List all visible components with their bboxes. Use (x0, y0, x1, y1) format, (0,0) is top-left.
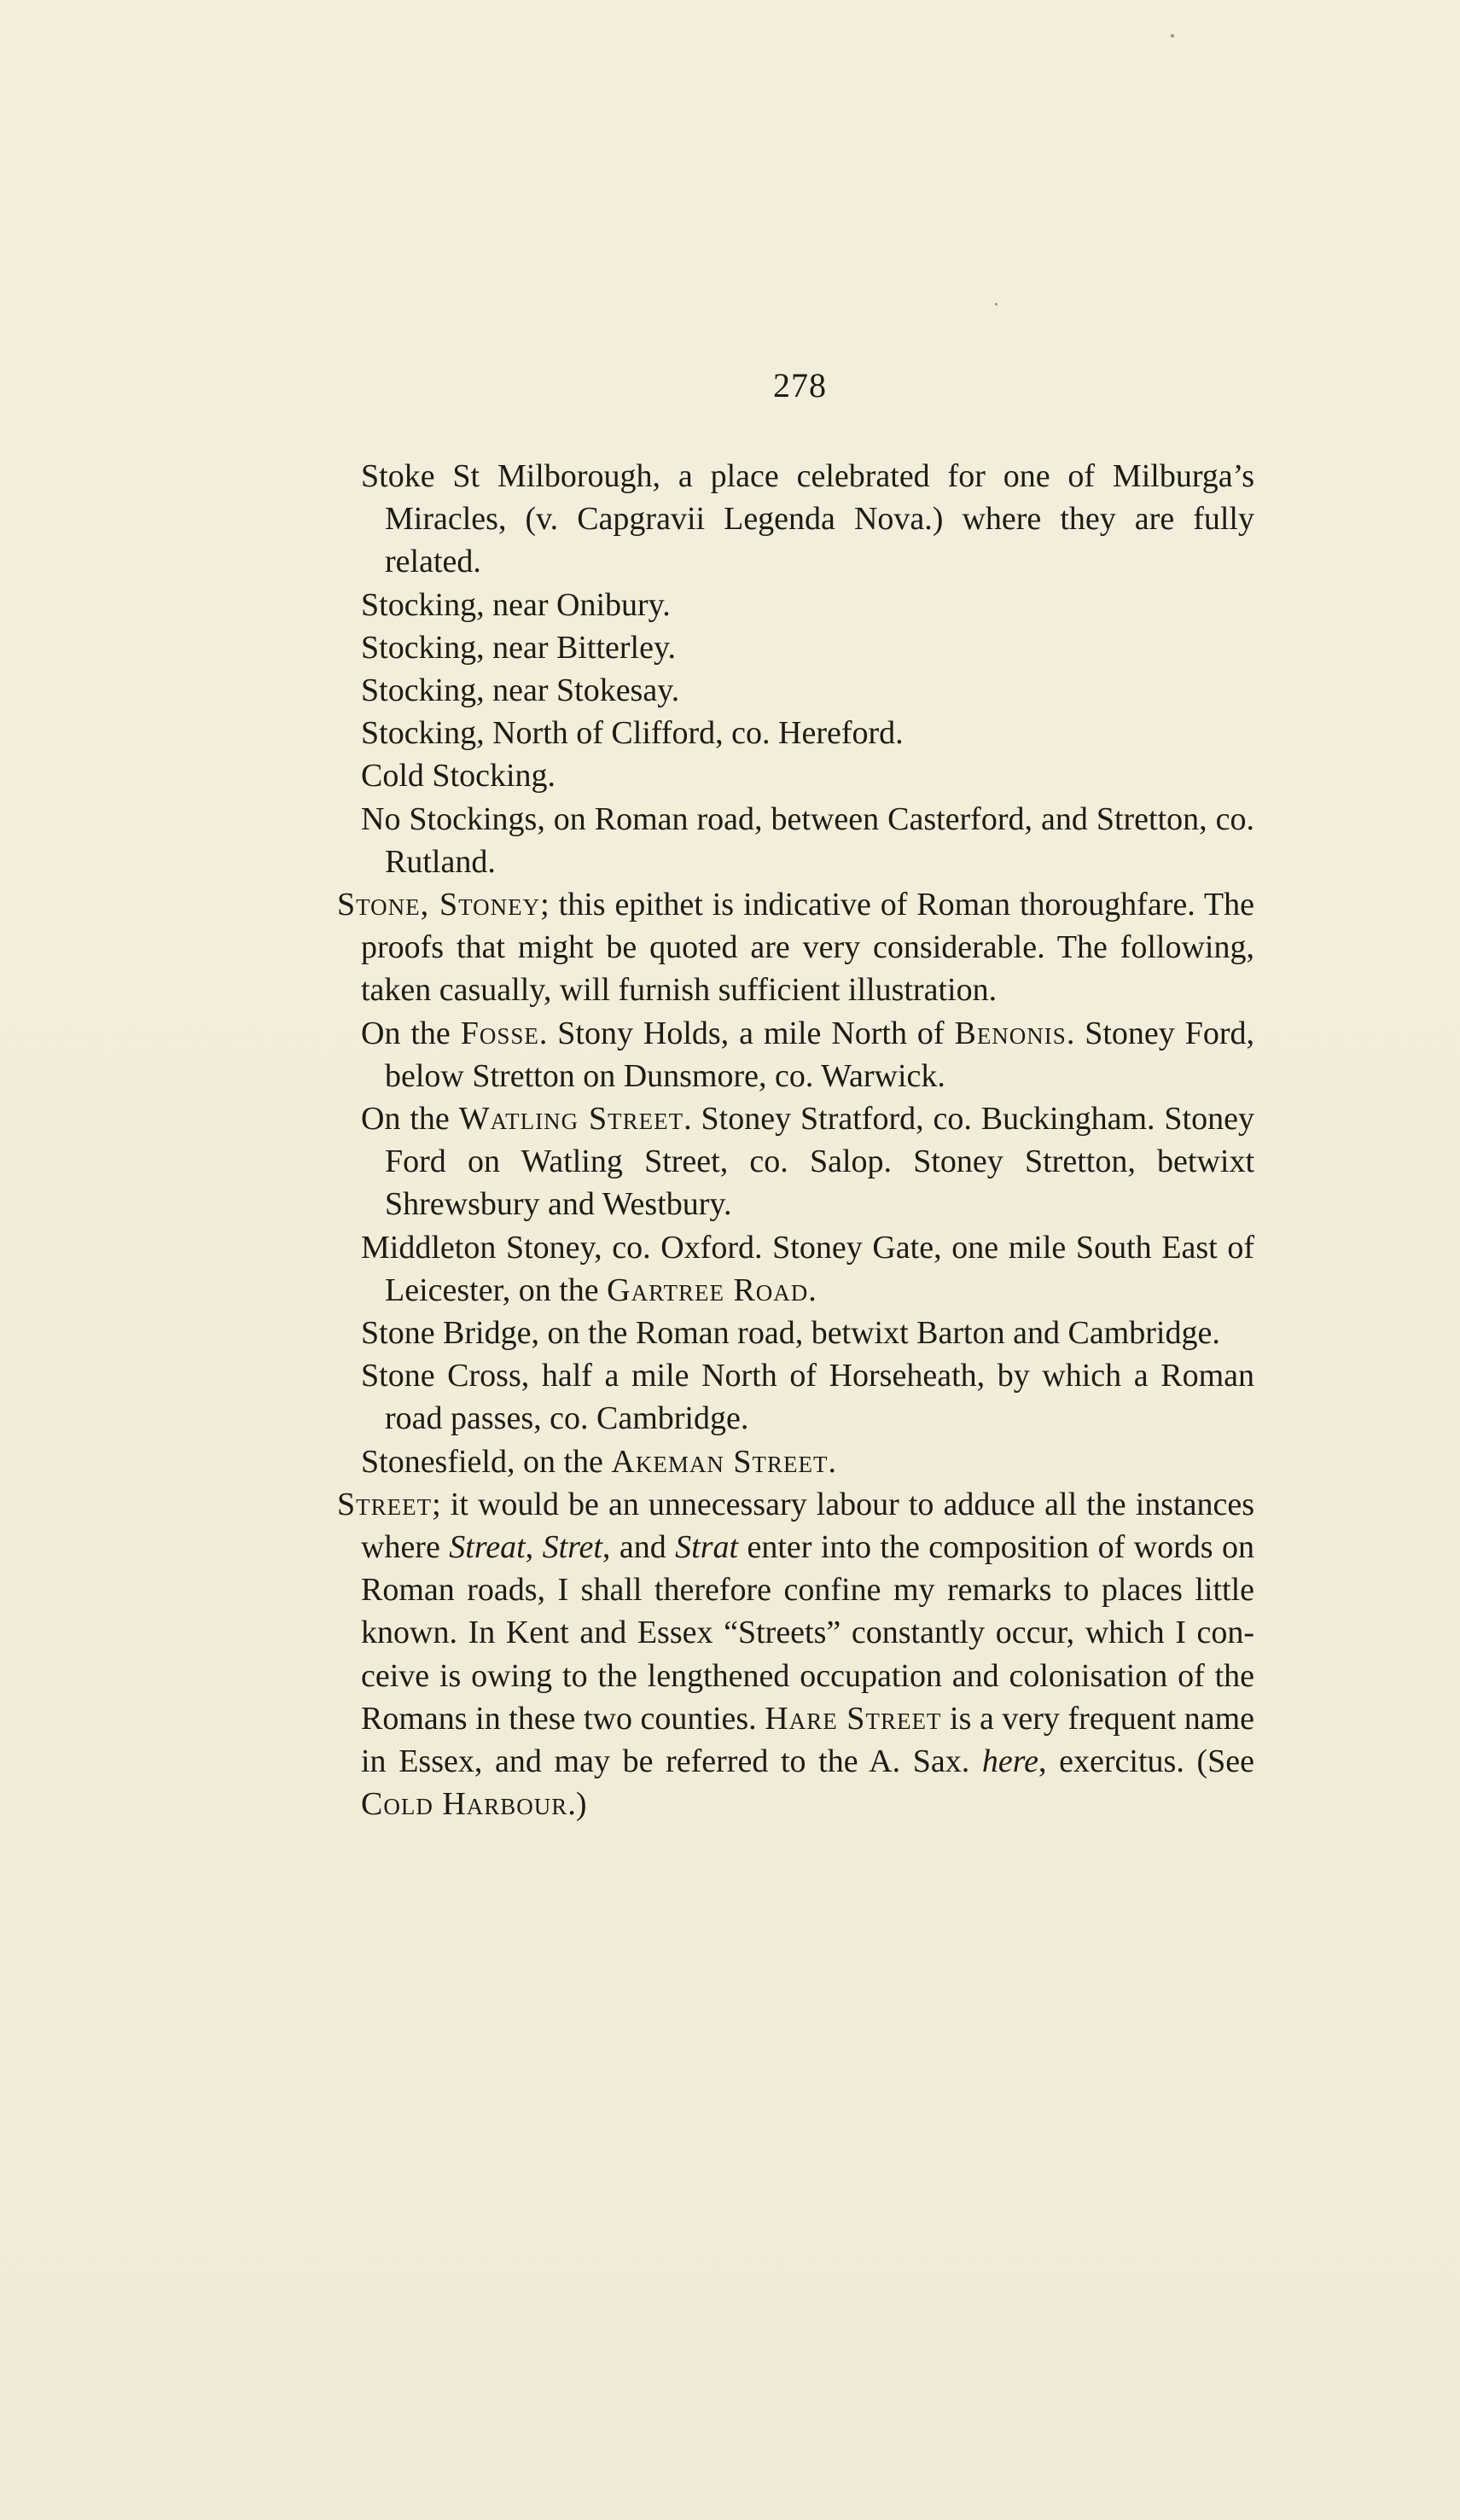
headword-stone: Stone, Stoney (337, 887, 541, 923)
entry-stocking-bitterley: Stocking, near Bitterley. (361, 629, 676, 666)
entry-stoke-st-milborough: Stoke St Milborough, a place celebrated for one of Milburga’s Miracles, (v. Capgravii Legenda Nova.) where they are fully related. (361, 458, 1254, 580)
stonesfield-end: . (828, 1443, 836, 1480)
street-text-4: enter into the composition of words on Roman roads, I shall therefore confine my remarks to places little known. In Kent and Essex “Streets” constantly occur, which I conceive is owing to the lengthened occupation and colonisation of the Romans in these two counties. (361, 1529, 1254, 1737)
road-name-gartree-road: Gartree Road (607, 1272, 809, 1308)
entry-stone (337, 883, 1254, 1012)
entry-stocking-stokesay: Stocking, near Stokesay. (361, 672, 680, 709)
street-text-5: is a very frequent name in Essex, and may be referred to the A. Sax. (361, 1700, 1254, 1780)
watling-lead: On the (361, 1101, 459, 1138)
fosse-text-1: . Stony Holds, a mile North of (538, 1015, 955, 1051)
road-name-fosse: Fosse (460, 1015, 539, 1051)
middleton-text: Middleton Stoney, co. Oxford. Stoney Gate, one mile South East of Leicester, on the (361, 1229, 1254, 1308)
entry-no-stockings: No Stockings, on Roman road, between Casterford, and Stretton, co. Rutland. (361, 800, 1254, 880)
entry-stocking-onibury: Stocking, near Onibury. (361, 586, 671, 623)
paper-speck (1171, 34, 1174, 38)
entry-middleton-stoney (361, 1226, 1254, 1312)
fosse-text-2: . Stoney Ford, below Stretton on Dunsmore, co. Warwick. (385, 1015, 1254, 1094)
entry-street (337, 1483, 1254, 1826)
entry-stocking-clifford: Stocking, North of Clifford, co. Hereford. (361, 715, 904, 752)
fosse-lead: On the (361, 1015, 461, 1051)
word-stret: Stret (542, 1529, 602, 1566)
word-strat: Strat (675, 1529, 739, 1566)
street-text-3: , and (602, 1529, 676, 1566)
place-name-benonis: Benonis (954, 1015, 1067, 1051)
entry-cold-stocking: Cold Stocking. (361, 758, 556, 794)
watling-text: . Stoney Stratford, co. Buckingham. Stoney Ford on Watling Street, co. Salop. Stoney Stretton, betwixt Shrewsbury and Westbury. (385, 1101, 1254, 1223)
stonesfield-text: Stonesfield, on the (361, 1443, 612, 1480)
road-name-akeman-street: Akeman Street (611, 1443, 829, 1480)
street-text-7: .) (567, 1786, 587, 1823)
cross-ref-cold-harbour: Cold Harbour (361, 1786, 568, 1823)
page-number: 278 (773, 366, 827, 404)
page-body (337, 455, 1254, 1826)
headword-street: Street (337, 1486, 433, 1522)
word-streat: Streat (449, 1529, 526, 1566)
street-text-1: ; it would be an unnecessary labour to adduce all the instances where (361, 1486, 1254, 1566)
middleton-end: . (808, 1272, 817, 1308)
word-here: here (981, 1743, 1039, 1780)
stone-text: ; this epithet is indicative of Roman thoroughfare. The proofs that might be quoted are very considerable. The following, taken casually, will furnish sufficient illustration. (361, 887, 1255, 1009)
street-text-6: , exercitus. (See (1038, 1743, 1254, 1780)
road-name-watling-street: Watling Street (458, 1101, 684, 1138)
place-name-hare-street: Hare Street (765, 1700, 942, 1737)
entry-stone-cross: Stone Cross, half a mile North of Horseheath, by which a Roman road passes, co. Cambridge. (361, 1358, 1254, 1437)
street-text-2: , (525, 1529, 543, 1566)
entry-stone-bridge: Stone Bridge, on the Roman road, betwixt Barton and Cambridge. (361, 1315, 1220, 1352)
entry-stonesfield (361, 1440, 1254, 1483)
paper-speck (995, 303, 998, 306)
entry-stone-fosse (361, 1012, 1254, 1097)
entry-stone-watling (361, 1097, 1254, 1226)
